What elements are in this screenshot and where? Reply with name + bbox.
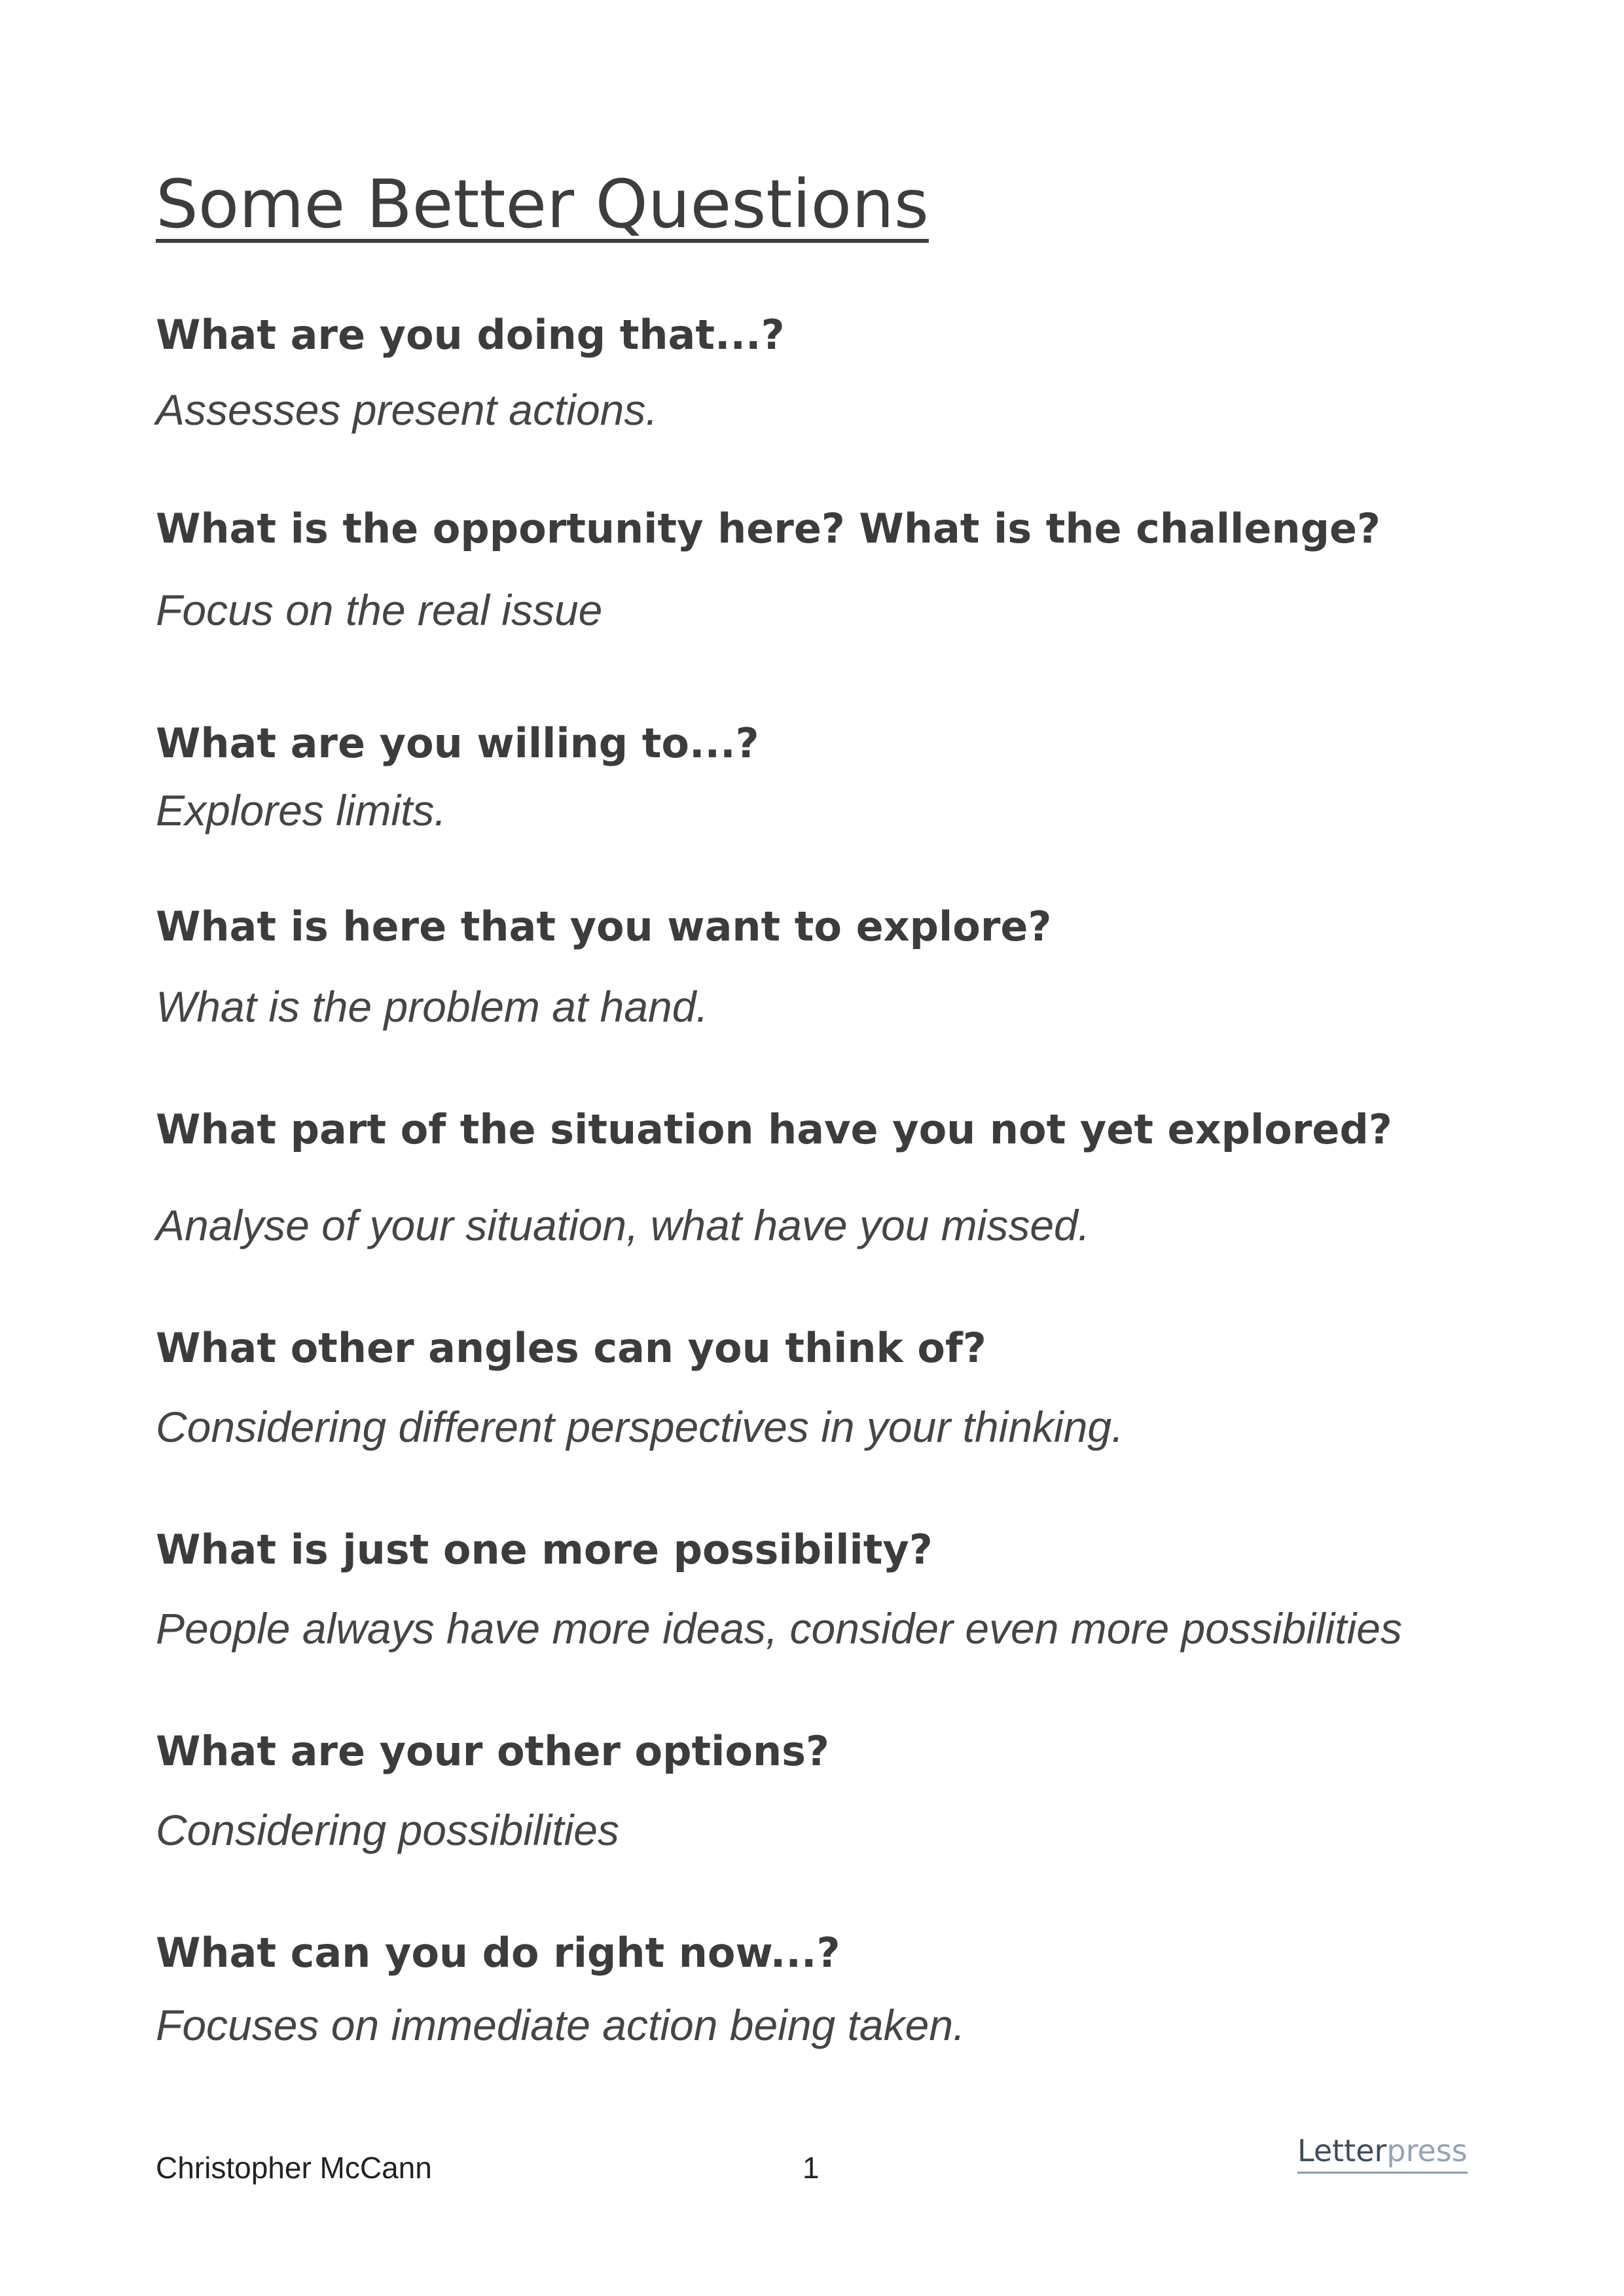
question-heading: What is the opportunity here? What is the challenge? — [156, 505, 1380, 552]
question-description: Considering different perspectives in your thinking. — [156, 1403, 1124, 1451]
question-heading: What other angles can you think of? — [156, 1324, 986, 1372]
question-description: Analyse of your situation, what have you missed. — [156, 1201, 1091, 1249]
question-description: People always have more ideas, consider even more possibilities — [156, 1604, 1402, 1653]
question-heading: What are you doing that...? — [156, 311, 785, 359]
page-number: 1 — [803, 2151, 820, 2185]
question-description: What is the problem at hand. — [156, 982, 708, 1031]
question-heading: What part of the situation have you not yet explored? — [156, 1105, 1392, 1153]
question-description: Assesses present actions. — [156, 386, 658, 434]
question-heading: What can you do right now...? — [156, 1929, 840, 1977]
question-heading: What are your other options? — [156, 1727, 829, 1775]
question-heading: What is here that you want to explore? — [156, 903, 1052, 950]
letterpress-logo — [1297, 2131, 1468, 2174]
question-description: Focus on the real issue — [156, 586, 603, 634]
brand-logo-part-letter: Letter — [1297, 2133, 1387, 2168]
author-name: Christopher McCann — [156, 2151, 432, 2185]
brand-logo-part-press: press — [1386, 2133, 1468, 2168]
question-heading: What are you willing to...? — [156, 719, 759, 767]
question-description: Considering possibilities — [156, 1806, 620, 1854]
page-title: Some Better Questions — [156, 166, 929, 243]
question-description: Explores limits. — [156, 786, 446, 834]
question-description: Focuses on immediate action being taken. — [156, 2001, 965, 2049]
question-heading: What is just one more possibility? — [156, 1526, 933, 1573]
